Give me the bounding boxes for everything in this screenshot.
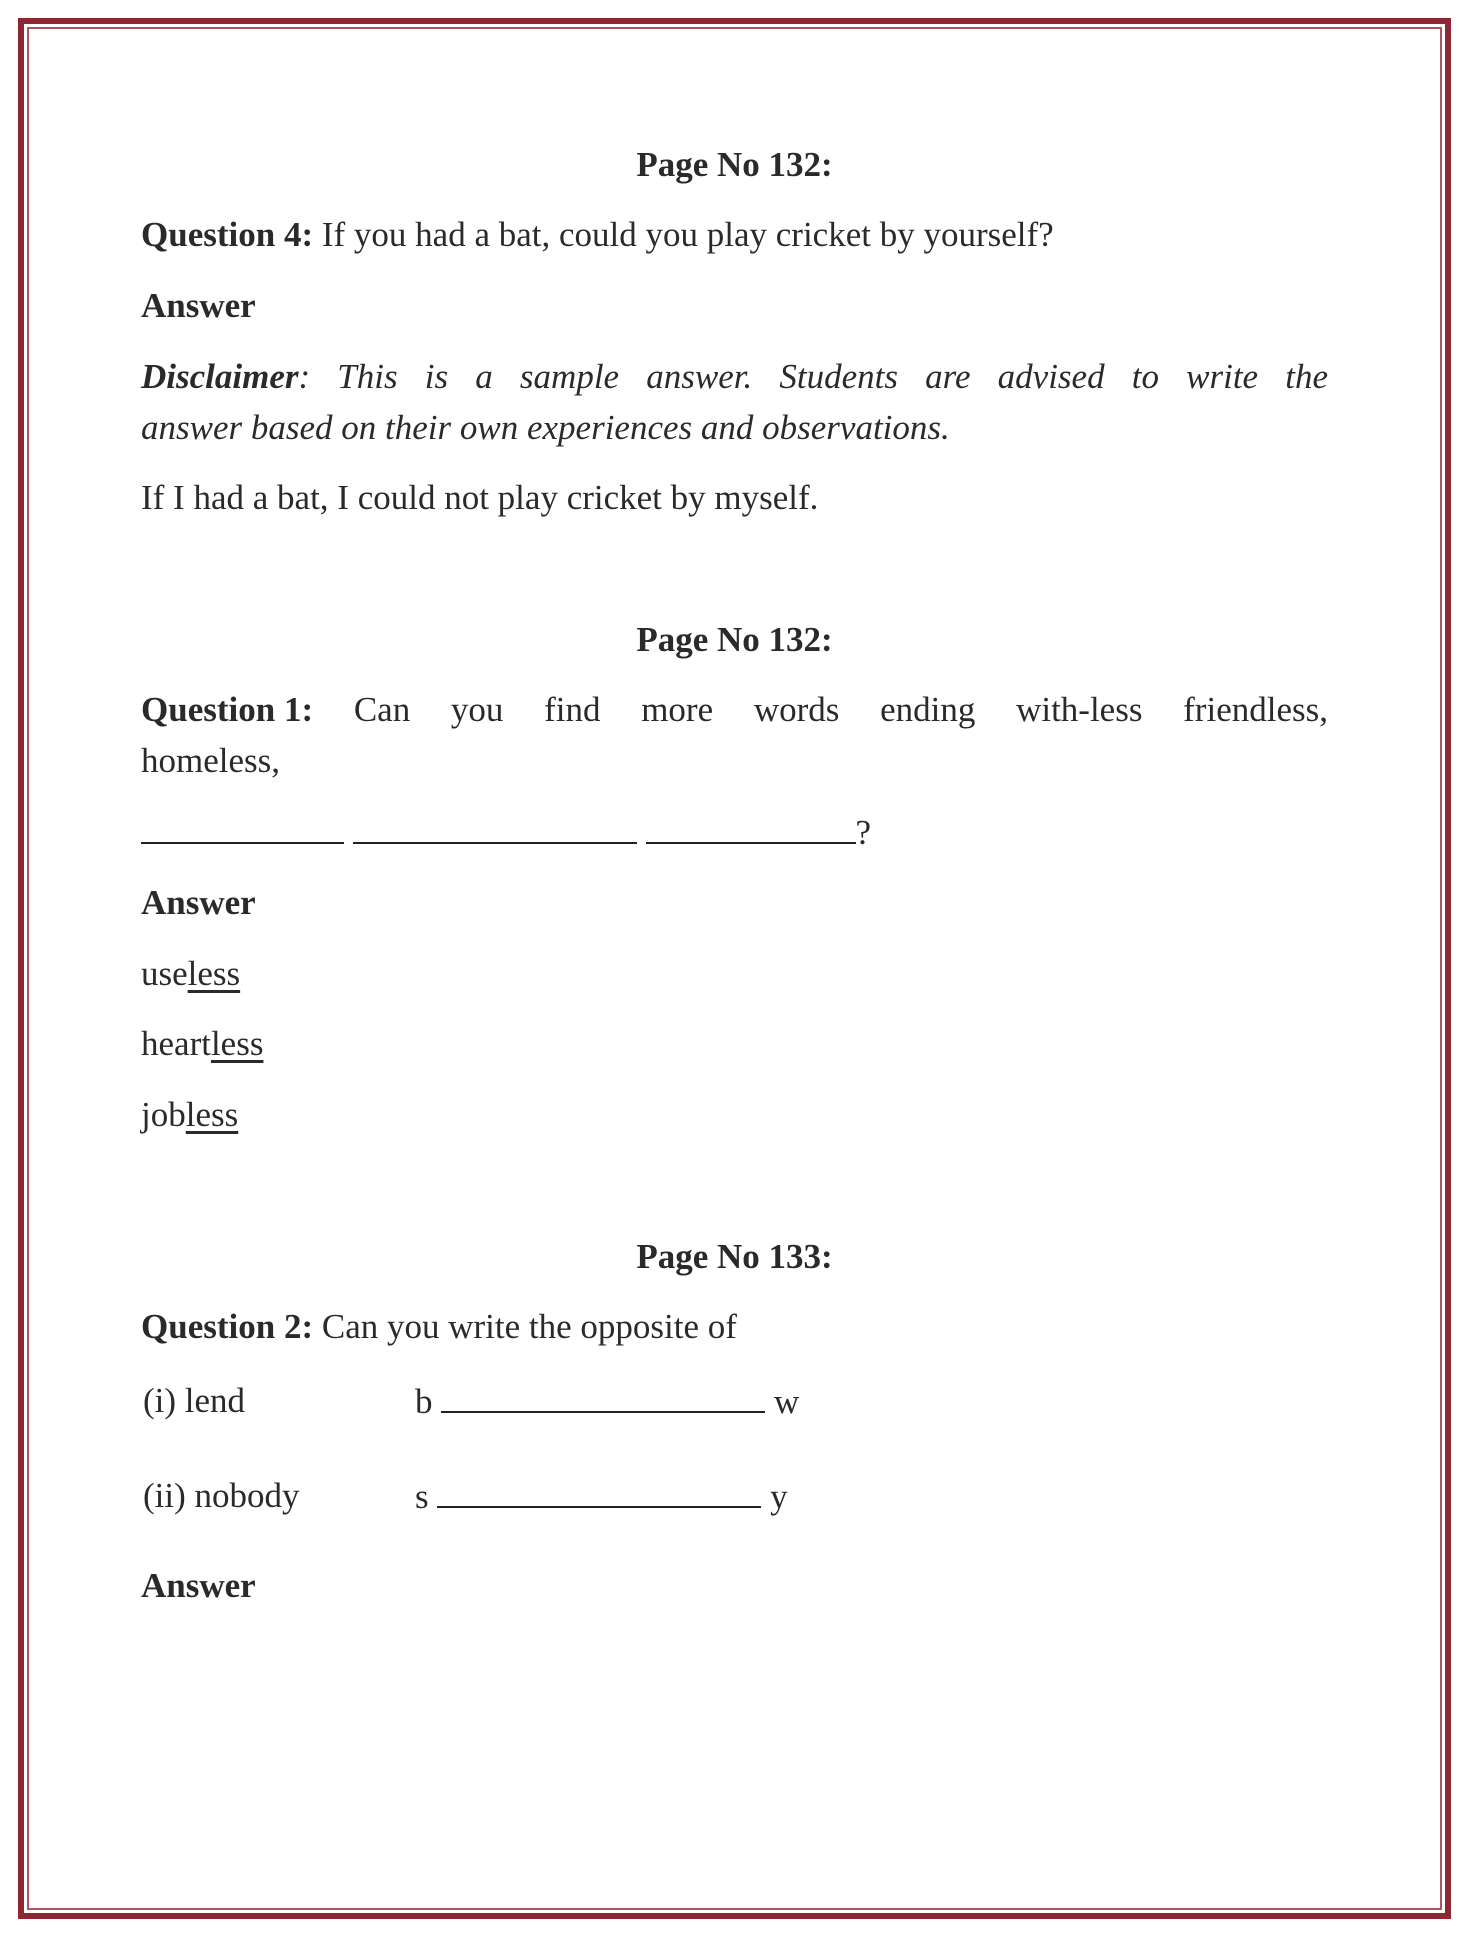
opposite-item	[143, 1476, 843, 1516]
disclaimer-text: : This is a sample answer. Students are advised to write the	[298, 357, 1328, 396]
answer-word	[141, 1095, 238, 1135]
blank-line	[353, 812, 637, 844]
item-blank	[415, 1476, 788, 1517]
section-heading: Page No 132:	[636, 145, 833, 184]
answer-label: Answer	[141, 1566, 256, 1605]
question-word: words	[753, 690, 840, 729]
answer-label: Answer	[141, 883, 256, 922]
answer-text: If I had a bat, I could not play cricket by myself.	[141, 478, 819, 517]
question-text: Can you write the opposite of	[313, 1307, 737, 1346]
disclaimer-label: Disclaimer	[141, 357, 299, 396]
start-letter: s	[415, 1477, 429, 1516]
question-mark: ?	[855, 813, 872, 852]
disclaimer-text-2: answer based on their own experiences and observations.	[141, 408, 950, 447]
word-suffix: less	[185, 1095, 239, 1134]
question-word: you	[450, 690, 504, 729]
word-suffix: less	[187, 954, 241, 993]
blank-line	[441, 1381, 765, 1413]
blank-line	[646, 812, 856, 844]
question-label: Question 1:	[141, 690, 314, 729]
word-suffix: less	[210, 1024, 264, 1063]
end-letter: w	[774, 1382, 800, 1421]
question-word: more	[641, 690, 714, 729]
section-heading: Page No 133:	[636, 1237, 833, 1276]
question-4	[141, 215, 1054, 255]
answer-label: Answer	[141, 286, 256, 325]
start-letter: b	[415, 1382, 433, 1421]
question-2	[141, 1307, 737, 1347]
item-label: (i) lend	[143, 1381, 246, 1420]
item-label: (ii) nobody	[143, 1476, 300, 1515]
question-line-2: homeless,	[141, 741, 281, 780]
word-stem: heart	[141, 1024, 211, 1063]
item-blank	[415, 1381, 799, 1422]
question-word: find	[544, 690, 601, 729]
question-label: Question 4:	[141, 215, 314, 254]
question-text: If you had a bat, could you play cricket by yourself?	[313, 215, 1054, 254]
question-word: with-less	[1016, 690, 1143, 729]
answer-word	[141, 954, 240, 994]
question-word: ending	[880, 690, 976, 729]
word-stem: job	[141, 1095, 186, 1134]
opposite-item	[143, 1381, 843, 1421]
blank-line	[437, 1476, 761, 1508]
question-word: friendless,	[1183, 690, 1328, 729]
question-label: Question 2:	[141, 1307, 314, 1346]
section-heading: Page No 132:	[636, 620, 833, 659]
fill-blanks	[141, 812, 871, 853]
answer-word	[141, 1024, 263, 1064]
blank-line	[141, 812, 344, 844]
word-stem: use	[141, 954, 188, 993]
question-1	[141, 690, 1328, 730]
end-letter: y	[770, 1477, 788, 1516]
disclaimer	[141, 357, 1328, 397]
question-word: Can	[353, 690, 411, 729]
